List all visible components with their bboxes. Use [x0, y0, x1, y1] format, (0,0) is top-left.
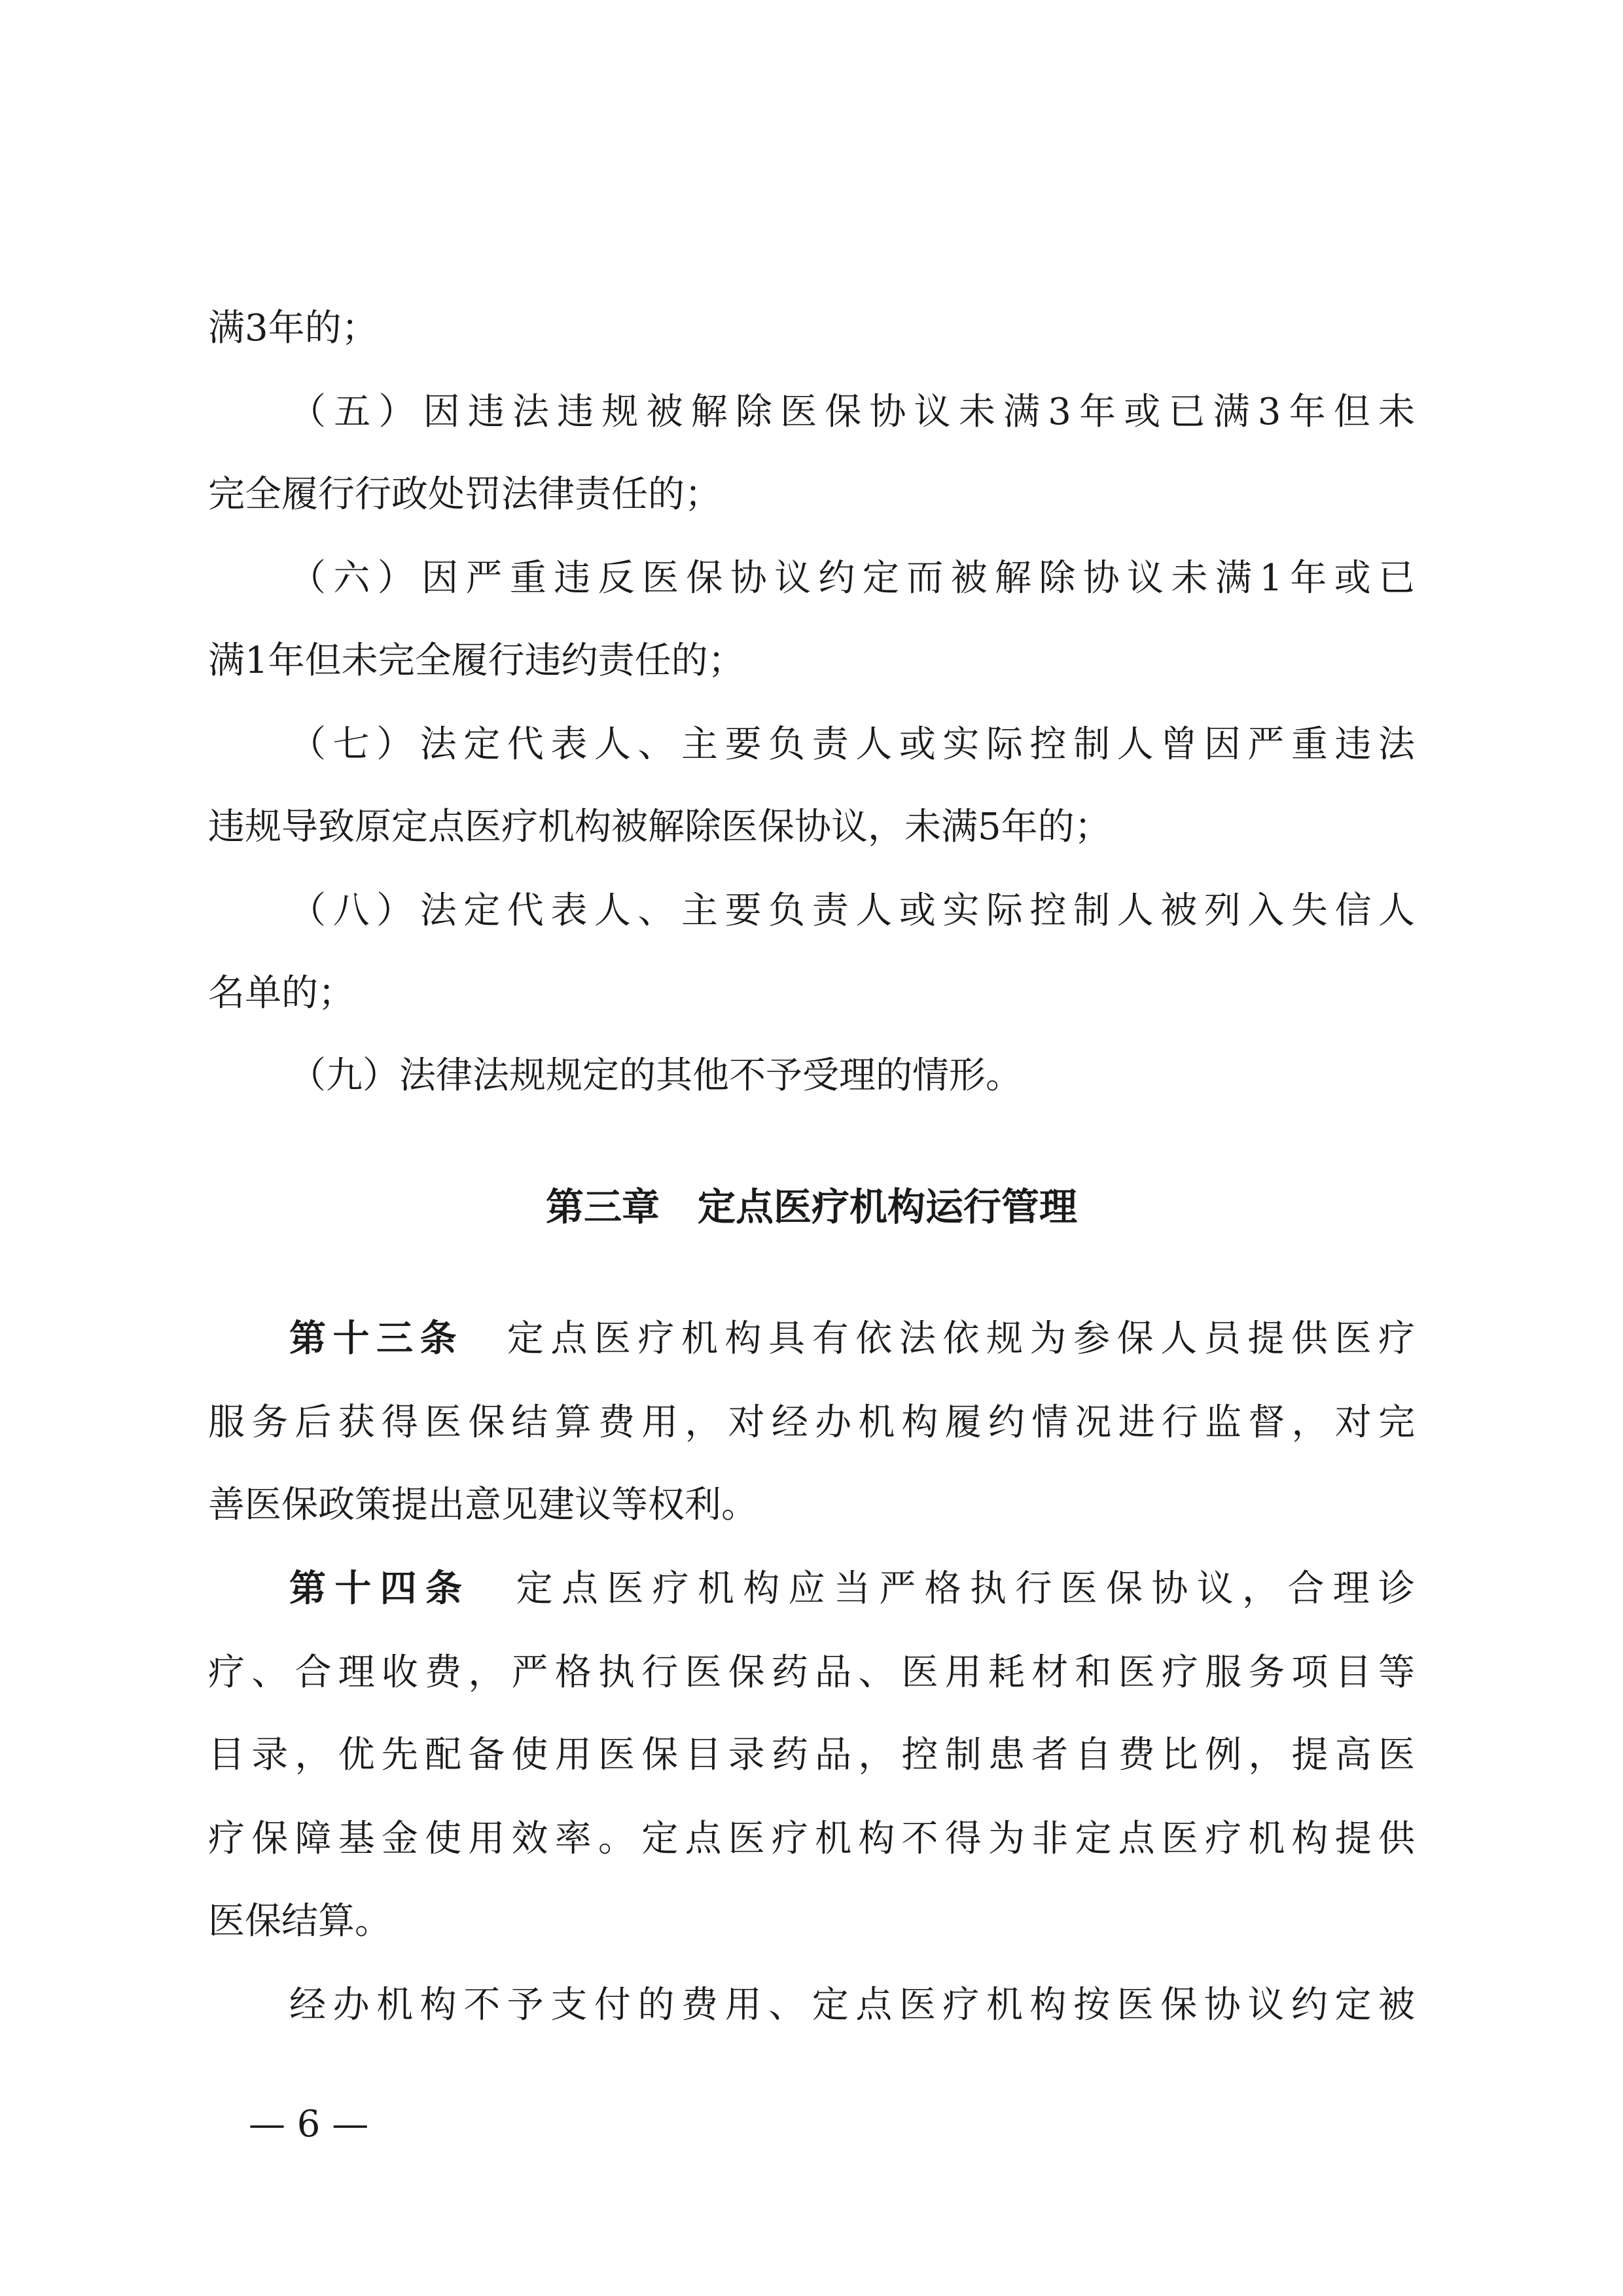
article-14-label: 第十四条 — [289, 1568, 471, 1610]
text-line-5: 满1年但未完全履行违约责任的； — [208, 639, 745, 682]
text-line-1: 满3年的； — [208, 307, 378, 350]
text-line-9: 名单的； — [208, 972, 355, 1014]
article-14-line-4: 疗保障基金使用效率。定点医疗机构不得为非定点医疗机构提供 — [208, 1818, 1415, 1860]
article-13-label: 第十三条 — [289, 1318, 464, 1360]
text-line-2: （五）因违法违规被解除医保协议未满3年或已满3年但未 — [289, 391, 1415, 433]
page-number: — 6 — — [249, 2103, 369, 2145]
chapter-heading: 第三章 定点医疗机构运行管理 — [545, 1185, 1077, 1229]
article-14-line-5: 医保结算。 — [208, 1900, 391, 1943]
article-13-line-3: 善医保政策提出意见建议等权利。 — [208, 1484, 758, 1526]
text-line-last: 经办机构不予支付的费用、定点医疗机构按医保协议约定被 — [289, 1984, 1415, 2026]
article-14-text-1: 定点医疗机构应当严格执行医保协议，合理诊 — [471, 1568, 1416, 1610]
article-13-text-1: 定点医疗机构具有依法依规为参保人员提供医疗 — [463, 1318, 1416, 1360]
text-line-6: （七）法定代表人、主要负责人或实际控制人曾因严重违法 — [289, 723, 1415, 766]
article-14-line-1 — [289, 1566, 1415, 1613]
text-line-7: 违规导致原定点医疗机构被解除医保协议，未满5年的； — [208, 806, 1111, 848]
article-14-line-2: 疗、合理收费，严格执行医保药品、医用耗材和医疗服务项目等 — [208, 1651, 1415, 1694]
article-13-line-2: 服务后获得医保结算费用，对经办机构履约情况进行监督，对完 — [208, 1401, 1415, 1444]
text-line-10: （九）法律法规规定的其他不予受理的情形。 — [289, 1054, 1022, 1097]
text-line-4: （六）因严重违反医保协议约定而被解除协议未满1年或已 — [289, 557, 1415, 600]
article-13-line-1 — [289, 1316, 1415, 1363]
text-line-3: 完全履行行政处罚法律责任的； — [208, 473, 721, 516]
text-line-8: （八）法定代表人、主要负责人或实际控制人被列入失信人 — [289, 889, 1415, 932]
article-14-line-3: 目录，优先配备使用医保目录药品，控制患者自费比例，提高医 — [208, 1734, 1415, 1776]
